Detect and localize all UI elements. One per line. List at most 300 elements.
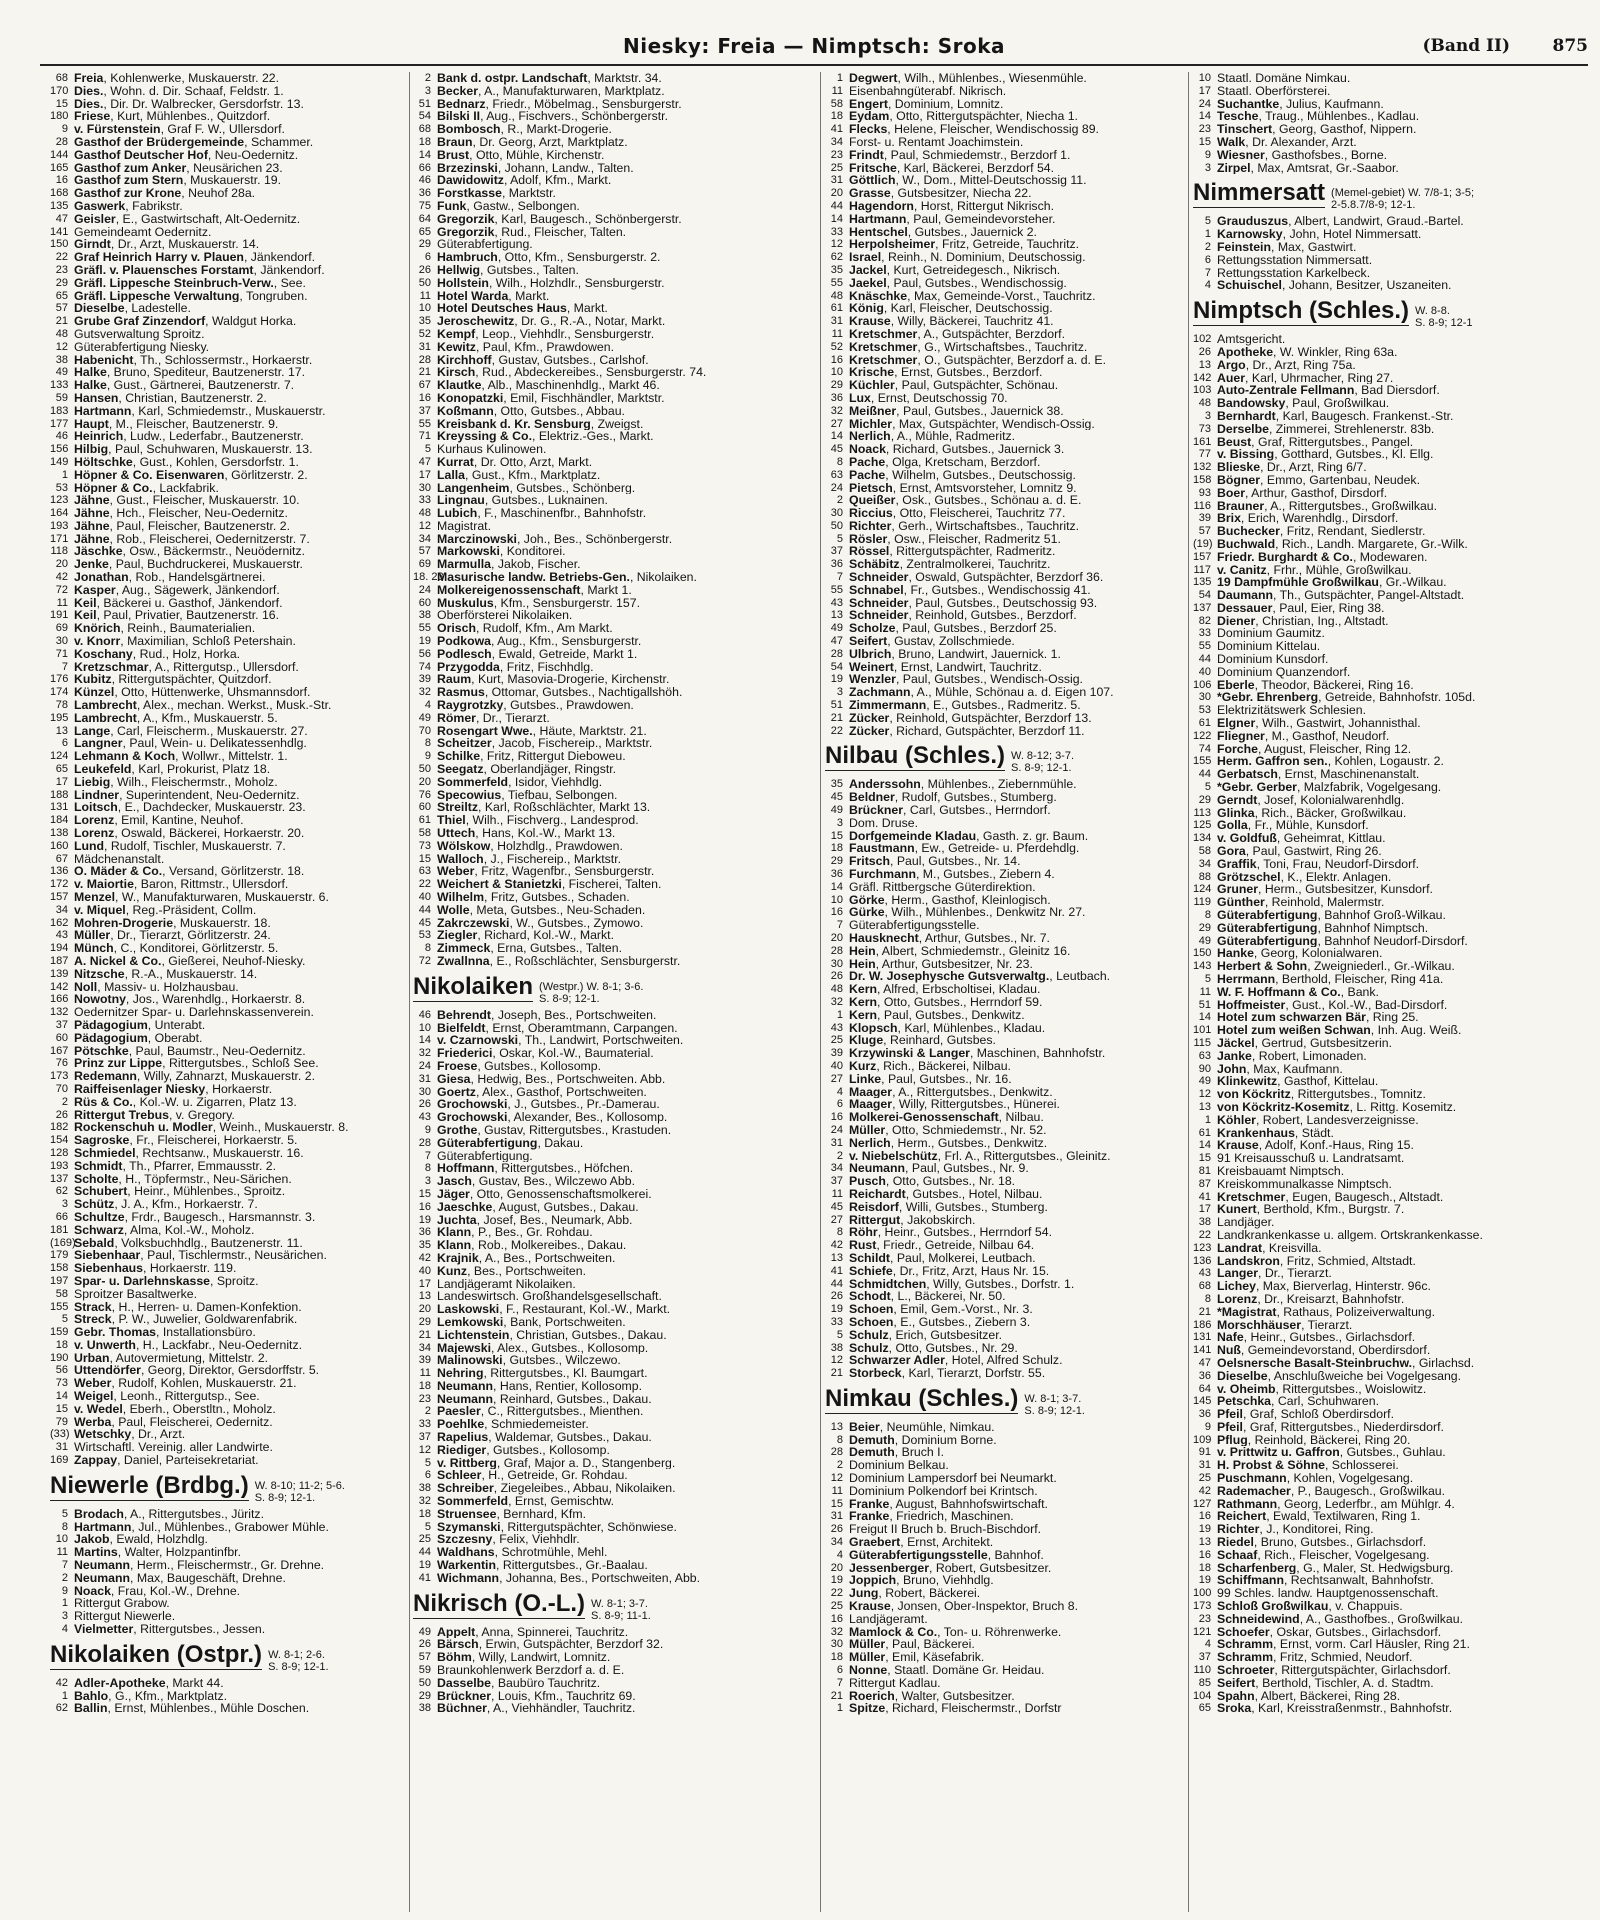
line-number: 32 — [830, 404, 843, 417]
directory-entry — [413, 725, 817, 738]
directory-entry — [50, 469, 407, 482]
entry-text: Schnabel, Fr., Gutsbes., Wendischossig 41. — [849, 583, 1091, 597]
entry-text: Nuß, Gemeindevorstand, Oberdirsdorf. — [1217, 1344, 1431, 1357]
line-number: 31 — [830, 174, 843, 187]
entry-text: Gaswerk, Fabrikstr. — [74, 199, 183, 213]
line-number: 27 — [830, 1072, 843, 1085]
entry-text: Spar- u. Darlehnskasse, Sproitz. — [74, 1274, 259, 1288]
entry-text: Nafe, Heinr., Gutsbes., Girlachsdorf. — [1217, 1331, 1416, 1345]
entry-text: Brauner, A., Rittergutsbes., Großwilkau. — [1217, 499, 1438, 513]
directory-entry — [50, 507, 407, 520]
page-number: 875 — [1552, 36, 1588, 56]
line-number: 28 — [418, 353, 431, 366]
line-number: 2 — [1204, 240, 1211, 253]
entry-text: Kretschmer, Eugen, Baugesch., Altstadt. — [1217, 1190, 1444, 1204]
line-number: 149 — [50, 455, 69, 468]
directory-entry — [50, 558, 407, 571]
line-number: 90 — [1198, 1062, 1211, 1075]
line-number: 24 — [418, 583, 431, 596]
line-number: 10 — [1198, 72, 1211, 84]
line-number: 1 — [1204, 1113, 1211, 1126]
line-number: 29 — [55, 276, 68, 289]
entry-text: Raygrotzky, Gutsbes., Prawdowen. — [437, 699, 634, 712]
directory-entry — [413, 1559, 817, 1572]
directory-entry — [413, 110, 817, 123]
directory-entry — [413, 533, 817, 546]
directory-entry — [1193, 973, 1588, 986]
line-number: 15 — [418, 1187, 431, 1200]
line-number: 12 — [830, 1472, 843, 1485]
directory-entry — [825, 725, 1185, 738]
town-heading-box — [1193, 180, 1325, 208]
town-name: Nimptsch (Schles.) — [1193, 297, 1410, 325]
entry-text: Liebig, Wilh., Fleischermstr., Moholz. — [74, 775, 278, 789]
entry-text: Röhr, Heinr., Gutsbes., Herrndorf 54. — [849, 1226, 1052, 1240]
line-number: 54 — [418, 110, 431, 123]
line-number: 18 — [1198, 1561, 1211, 1574]
entry-text: Kunz, Bes., Portschweiten. — [437, 1264, 586, 1278]
line-number: 55 — [418, 622, 431, 635]
entry-text: Krajnik, A., Bes., Portschweiten. — [437, 1251, 616, 1265]
line-number: 75 — [418, 199, 431, 212]
line-number: 133 — [50, 379, 69, 392]
entry-text: Lange, Carl, Fleischerm., Muskauerstr. 27. — [74, 724, 308, 738]
directory-entry — [825, 1523, 1185, 1536]
entry-text: Juchta, Josef, Bes., Neumark, Abb. — [437, 1213, 633, 1227]
directory-entry — [825, 1252, 1185, 1265]
directory-entry — [413, 942, 817, 955]
entry-text: Fliegner, M., Gasthof, Neudorf. — [1217, 729, 1390, 743]
entry-text: Paesler, C., Rittergutsbes., Mienthen. — [437, 1405, 644, 1419]
entry-text: Müller, Otto, Schmiedemstr., Nr. 52. — [849, 1123, 1047, 1137]
entry-text: Lemkowski, Bank, Portschweiten. — [437, 1315, 626, 1329]
line-number: 30 — [55, 635, 68, 648]
line-number: 70 — [418, 724, 431, 737]
directory-entry — [50, 1702, 407, 1715]
entry-text: Ziegler, Richard, Kol.-W., Markt. — [437, 929, 614, 943]
line-number: 2 — [424, 1405, 431, 1418]
line-number: 160 — [50, 839, 69, 852]
directory-entry — [50, 750, 407, 763]
directory-entry — [50, 213, 407, 226]
entry-text: Spahn, Albert, Bäckerei, Ring 28. — [1217, 1689, 1401, 1703]
line-number: 74 — [418, 660, 431, 673]
line-number: 69 — [418, 558, 431, 571]
directory-entry — [413, 661, 817, 674]
directory-entry — [50, 686, 407, 699]
line-number: 85 — [1198, 1676, 1211, 1689]
line-number: 123 — [1193, 1241, 1212, 1254]
entry-text: Wetschky, Dr., Arzt. — [74, 1428, 186, 1442]
directory-entry — [50, 1160, 407, 1173]
entry-text: Meißner, Paul, Gutsbes., Jauernick 38. — [849, 404, 1064, 418]
entry-text: Werba, Paul, Fleischerei, Oedernitz. — [74, 1415, 273, 1429]
line-number: 46 — [418, 174, 431, 187]
directory-entry — [1193, 1510, 1588, 1523]
directory-entry — [50, 136, 407, 149]
directory-entry — [413, 814, 817, 827]
directory-entry — [50, 1045, 407, 1058]
directory-entry — [50, 776, 407, 789]
line-number: 91 — [1198, 1446, 1211, 1459]
line-number: 14 — [418, 1034, 431, 1047]
directory-entry — [825, 855, 1185, 868]
entry-text: Szczesny, Felix, Viehhdlr. — [437, 1533, 580, 1547]
line-number: 19 — [418, 635, 431, 648]
entry-text: Martins, Walter, Holzpantinfbr. — [74, 1546, 241, 1560]
line-number: 180 — [50, 110, 69, 123]
entry-text: Zücker, Reinhold, Gutspächter, Berzdorf 13. — [849, 711, 1092, 725]
directory-entry — [825, 791, 1185, 804]
entry-text: Spitze, Richard, Fleischermstr., Dorfstr — [849, 1702, 1062, 1716]
line-number: 78 — [55, 699, 68, 712]
line-number: 36 — [418, 1226, 431, 1239]
entry-text: Dominium Kunsdorf. — [1217, 653, 1329, 666]
directory-entry — [1193, 666, 1588, 679]
entry-text: Zirpel, Max, Amtsrat, Gr.-Saabor. — [1217, 161, 1399, 175]
directory-entry — [413, 1252, 817, 1265]
entry-text: Grochowski, J., Gutsbes., Pr.-Damerau. — [437, 1098, 660, 1112]
line-number: 3 — [836, 816, 843, 829]
line-number: 4 — [61, 1623, 68, 1636]
line-number: 4 — [424, 699, 431, 712]
entry-text: Schwarzer Adler, Hotel, Alfred Schulz. — [849, 1354, 1063, 1368]
line-number: 25 — [830, 1034, 843, 1047]
line-number: 32 — [418, 1047, 431, 1060]
directory-entry — [413, 1175, 817, 1188]
directory-entry — [50, 1237, 407, 1250]
entry-text: Freia, Kohlenwerke, Muskauerstr. 22. — [74, 72, 280, 85]
line-number: 68 — [1198, 1280, 1211, 1293]
entry-text: Engert, Dominium, Lomnitz. — [849, 97, 1004, 111]
line-number: 11 — [831, 1187, 843, 1200]
entry-text: Wiesner, Gasthofsbes., Borne. — [1217, 148, 1388, 162]
line-number: 115 — [1193, 1036, 1211, 1049]
directory-entry — [825, 1316, 1185, 1329]
directory-entry — [825, 213, 1185, 226]
line-number: 158 — [1193, 473, 1212, 486]
line-number: 100 — [1193, 1587, 1212, 1600]
line-number: 44 — [830, 199, 843, 212]
line-number: 53 — [55, 481, 68, 494]
line-number: 135 — [50, 199, 69, 212]
line-number: 63 — [418, 865, 431, 878]
directory-entry — [50, 1546, 407, 1559]
directory-entry — [1193, 410, 1588, 423]
entry-text: Janke, Robert, Limonaden. — [1217, 1049, 1367, 1063]
entry-text: Oberförsterei Nikolaiken. — [437, 609, 573, 623]
entry-text: Rittergut Niewerle. — [74, 1610, 176, 1624]
entry-text: Friederici, Oskar, Kol.-W., Baumaterial. — [437, 1047, 654, 1060]
column-4 — [1193, 72, 1588, 1912]
entry-text: Halke, Bruno, Spediteur, Bautzenerstr. 17. — [74, 366, 306, 380]
directory-entry — [1193, 72, 1588, 85]
directory-entry — [413, 789, 817, 802]
directory-entry — [50, 1428, 407, 1441]
entry-text: Queißer, Osk., Gutsbes., Schönau a. d. E. — [849, 494, 1082, 508]
directory-entry — [413, 763, 817, 776]
entry-text: Richter, J., Konditorei, Ring. — [1217, 1523, 1374, 1537]
directory-entry — [825, 778, 1185, 791]
directory-entry — [825, 945, 1185, 958]
line-number: 179 — [50, 1249, 69, 1262]
entry-text: Bahlo, G., Kfm., Marktplatz. — [74, 1689, 228, 1703]
directory-entry — [413, 929, 817, 942]
entry-text: Laskowski, F., Restaurant, Kol.-W., Markt. — [437, 1303, 671, 1316]
entry-text: Urban, Autovermietung, Mittelstr. 2. — [74, 1351, 269, 1365]
entry-text: Streck, P. W., Juwelier, Goldwarenfabrik. — [74, 1313, 298, 1327]
line-number: 34 — [830, 1162, 843, 1175]
entry-text: Tesche, Traug., Mühlenbes., Kadlau. — [1217, 110, 1420, 124]
line-number: 18 — [418, 1507, 431, 1520]
entry-text: Jakob, Ewald, Holzhdlg. — [74, 1533, 208, 1547]
entry-text: Amtsgericht. — [1217, 333, 1286, 346]
entry-text: Hein, Albert, Schmiedemstr., Gleinitz 16. — [849, 944, 1071, 958]
entry-text: Bednarz, Friedr., Möbelmag., Sensburgerstr. — [437, 97, 682, 111]
entry-text: Jung, Robert, Bäckerei. — [849, 1587, 981, 1601]
line-number: 182 — [50, 1121, 69, 1134]
entry-text: Strack, H., Herren- u. Damen-Konfektion. — [74, 1300, 302, 1314]
entry-text: Zappay, Daniel, Parteisekretariat. — [74, 1454, 259, 1467]
directory-entry — [413, 1572, 817, 1585]
directory-entry — [413, 507, 817, 520]
directory-entry — [1193, 359, 1588, 372]
entry-text: Rockenschuh u. Modler, Weinh., Muskauerstr. 8. — [74, 1121, 349, 1135]
entry-text: Landjägeramt. — [849, 1612, 928, 1626]
directory-entry — [413, 392, 817, 405]
entry-text: Riediger, Gutsbes., Kollosomp. — [437, 1443, 610, 1457]
line-number: 12 — [830, 238, 843, 251]
entry-text: Jähne, Paul, Fleischer, Bautzenerstr. 2. — [74, 519, 290, 533]
entry-text: Suchantke, Julius, Kaufmann. — [1217, 97, 1384, 111]
line-number: 29 — [418, 1315, 431, 1328]
directory-entry — [50, 1134, 407, 1147]
line-number: 10 — [418, 1021, 431, 1034]
directory-entry — [1193, 1306, 1588, 1319]
directory-entry — [1193, 653, 1588, 666]
line-number: 132 — [50, 1006, 69, 1019]
entry-text: Schuischel, Johann, Besitzer, Uszaneiten. — [1217, 279, 1452, 293]
entry-text: Gräfl. Rittbergsche Güterdirektion. — [849, 880, 1036, 894]
directory-entry — [413, 1098, 817, 1111]
entry-text: Lalla, Gust., Kfm., Marktplatz. — [437, 468, 601, 482]
line-number: 5 — [424, 1456, 431, 1469]
directory-entry — [50, 392, 407, 405]
directory-entry — [50, 85, 407, 98]
directory-entry — [413, 302, 817, 315]
entry-text: Wenzler, Paul, Gutsbes., Wendisch-Ossig. — [849, 673, 1083, 687]
line-number: 38 — [418, 609, 431, 622]
entry-text: Loitsch, E., Dachdecker, Muskauerstr. 23. — [74, 801, 306, 815]
directory-entry — [825, 264, 1185, 277]
town-heading-box — [825, 743, 1005, 771]
entry-text: Szymanski, Rittergutspächter, Schönwiese. — [437, 1520, 677, 1534]
line-number: 58 — [830, 97, 843, 110]
line-number: 124 — [1193, 883, 1212, 896]
line-number: 41 — [418, 1571, 431, 1584]
entry-text: Franke, August, Bahnhofswirtschaft. — [849, 1497, 1048, 1511]
line-number: 11 — [1199, 985, 1211, 998]
entry-text: Gräfl. Lippesche Verwaltung, Tongruben. — [74, 289, 308, 303]
directory-entry — [1193, 1370, 1588, 1383]
directory-entry — [1193, 85, 1588, 98]
line-number: 44 — [830, 1277, 843, 1290]
entry-text: Gräfl. Lippesche Steinbruch-Verw., See. — [74, 276, 306, 290]
directory-entry — [825, 328, 1185, 341]
directory-entry — [413, 801, 817, 814]
entry-text: v. Canitz, Frhr., Mühle, Großwilkau. — [1217, 563, 1412, 577]
directory-entry — [1193, 254, 1588, 267]
line-number: 28 — [418, 1136, 431, 1149]
entry-text: Künzel, Otto, Hüttenwerke, Uhsmannsdorf. — [74, 686, 311, 700]
directory-entry — [825, 1574, 1185, 1587]
directory-entry — [825, 405, 1185, 418]
line-number: 32 — [418, 686, 431, 699]
directory-entry — [825, 842, 1185, 855]
line-number: 4 — [1204, 279, 1211, 292]
line-number: 31 — [830, 315, 843, 328]
directory-entry — [825, 136, 1185, 149]
line-number: 26 — [1198, 345, 1211, 358]
directory-entry — [1193, 1446, 1588, 1459]
entry-text: Pache, Olga, Kretscham, Berzdorf. — [849, 455, 1041, 469]
line-number: 11 — [419, 289, 431, 302]
entry-text: Becker, A., Manufakturwaren, Marktplatz. — [437, 84, 665, 98]
line-number: 47 — [1198, 1356, 1211, 1369]
entry-text: Mohren-Drogerie, Muskauerstr. 18. — [74, 916, 271, 930]
entry-text: Rettungsstation Karkelbeck. — [1217, 266, 1371, 280]
line-number: 5 — [836, 1328, 843, 1341]
directory-entry — [50, 1032, 407, 1045]
entry-text: Kasper, Aug., Sägewerk, Jänkendorf. — [74, 583, 280, 597]
entry-text: Dies., Dir. Dr. Walbrecker, Gersdorfstr. 13. — [74, 97, 304, 111]
line-number: 168 — [50, 187, 69, 200]
line-number: 7 — [424, 1149, 431, 1162]
entry-text: Geisler, E., Gastwirtschaft, Alt-Oedernitz. — [74, 212, 301, 226]
entry-text: Kreiskommunalkasse Nimptsch. — [1217, 1177, 1392, 1191]
entry-text: Lubich, F., Maschinenfbr., Bahnhofstr. — [437, 507, 647, 520]
entry-text: Dominium Kittelau. — [1217, 640, 1321, 654]
office-hours: (Westpr.) W. 8-1; 3-6. S. 8-9; 12-1. — [539, 980, 644, 1005]
entry-text: Diener, Christian, Ing., Altstadt. — [1217, 614, 1389, 628]
line-number: 43 — [830, 596, 843, 609]
directory-entry — [50, 1109, 407, 1122]
line-number: 18 — [55, 1338, 68, 1351]
town-heading-box — [413, 974, 533, 1002]
line-number: 3 — [836, 686, 843, 699]
line-number: 190 — [50, 1351, 69, 1364]
entry-text: Riedel, Bruno, Gutsbes., Girlachsdorf. — [1217, 1536, 1427, 1549]
entry-text: Argo, Dr., Arzt, Ring 75a. — [1217, 358, 1356, 372]
entry-text: Degwert, Wilh., Mühlenbes., Wiesenmühle. — [849, 72, 1087, 85]
directory-entry — [50, 1198, 407, 1211]
line-number: 7 — [61, 1559, 68, 1572]
line-number: 18. 23 — [413, 571, 444, 584]
directory-entry — [825, 482, 1185, 495]
directory-entry — [413, 1047, 817, 1060]
column-divider — [820, 72, 821, 1912]
line-number: 137 — [50, 1172, 69, 1185]
line-number: 18 — [830, 110, 843, 123]
entry-text: Küchler, Paul, Gutspächter, Schönau. — [849, 379, 1059, 392]
directory-entry — [413, 213, 817, 226]
line-number: 11 — [56, 596, 68, 609]
entry-text: Scholte, H., Töpfermstr., Neu-Särichen. — [74, 1172, 292, 1186]
entry-text: Klann, Rob., Molkereibes., Dakau. — [437, 1239, 627, 1252]
line-number: 20 — [55, 558, 68, 571]
entry-text: Görke, Herm., Gasthof, Kleinlogisch. — [849, 893, 1051, 907]
entry-text: Mamlock & Co., Ton- u. Röhrenwerke. — [849, 1625, 1062, 1639]
line-number: 11 — [56, 1546, 68, 1559]
line-number: 3 — [61, 1198, 68, 1211]
line-number: 34 — [418, 532, 431, 545]
entry-text: Molkereigenossenschaft, Markt 1. — [437, 583, 632, 597]
entry-text: Schultze, Frdr., Baugesch., Harsmannstr. 3. — [74, 1210, 316, 1224]
directory-entry — [413, 1469, 817, 1482]
entry-text: Gürke, Wilh., Mühlenbes., Denkwitz Nr. 27. — [849, 906, 1086, 920]
directory-entry — [825, 1188, 1185, 1201]
entry-text: A. Nickel & Co., Gießerei, Neuhof-Niesky. — [74, 954, 306, 968]
entry-text: Bärsch, Erwin, Gutspächter, Berzdorf 32. — [437, 1638, 664, 1652]
entry-text: Pfeil, Graf, Schloß Oberdirsdorf. — [1217, 1408, 1395, 1421]
directory-entry — [1193, 1626, 1588, 1639]
line-number: 177 — [50, 417, 69, 430]
line-number: 15 — [830, 1497, 843, 1510]
entry-text: Poehlke, Schmiedemeister. — [437, 1418, 589, 1432]
line-number: 53 — [418, 929, 431, 942]
directory-entry — [413, 1137, 817, 1150]
directory-entry — [825, 830, 1185, 843]
directory-entry — [1193, 267, 1588, 280]
entry-text: Schwarz, Alma, Kol.-W., Moholz. — [74, 1223, 255, 1237]
line-number: 87 — [1198, 1177, 1211, 1190]
directory-entry — [825, 1175, 1185, 1188]
line-number: 67 — [55, 852, 68, 865]
line-number: 3 — [424, 1175, 431, 1188]
entry-text: Kunert, Berthold, Kfm., Burgstr. 7. — [1217, 1203, 1405, 1217]
entry-text: Brückner, Louis, Kfm., Tauchritz 69. — [437, 1689, 636, 1703]
entry-text: Rittergut Kadlau. — [849, 1676, 941, 1690]
directory-entry — [1193, 999, 1588, 1012]
line-number: 13 — [1198, 1100, 1211, 1113]
directory-entry — [825, 430, 1185, 443]
entry-text: v. Niebelschütz, Frl. A., Rittergutsbes., Gleinitz. — [849, 1149, 1111, 1163]
town-heading — [825, 743, 1185, 774]
entry-text: Jähne, Gust., Fleischer, Muskauerstr. 10. — [74, 494, 300, 508]
directory-entry — [413, 1405, 817, 1418]
directory-entry — [1193, 1702, 1588, 1715]
entry-text: Neumann, Hans, Rentier, Kollosomp. — [437, 1379, 643, 1393]
directory-entry — [413, 1418, 817, 1431]
line-number: 49 — [1198, 934, 1211, 947]
directory-entry — [1193, 781, 1588, 794]
line-number: 186 — [1193, 1318, 1212, 1331]
entry-text: Günther, Reinhold, Malermstr. — [1217, 896, 1385, 910]
line-number: 45 — [830, 443, 843, 456]
line-number: 30 — [1198, 691, 1211, 704]
line-number: 5 — [1204, 973, 1211, 985]
entry-text: Rettungsstation Nimmersatt. — [1217, 253, 1373, 267]
line-number: 42 — [830, 1239, 843, 1252]
directory-entry — [825, 1485, 1185, 1498]
directory-entry — [413, 238, 817, 251]
entry-text: Beldner, Rudolf, Gutsbes., Stumberg. — [849, 791, 1057, 805]
line-number: 193 — [50, 1159, 69, 1172]
entry-text: Israel, Reinh., N. Dominium, Deutschossig. — [849, 251, 1086, 264]
entry-text: Malinowski, Gutsbes., Wilczewo. — [437, 1354, 621, 1368]
line-number: 82 — [1198, 614, 1211, 627]
directory-entry — [413, 1150, 817, 1163]
